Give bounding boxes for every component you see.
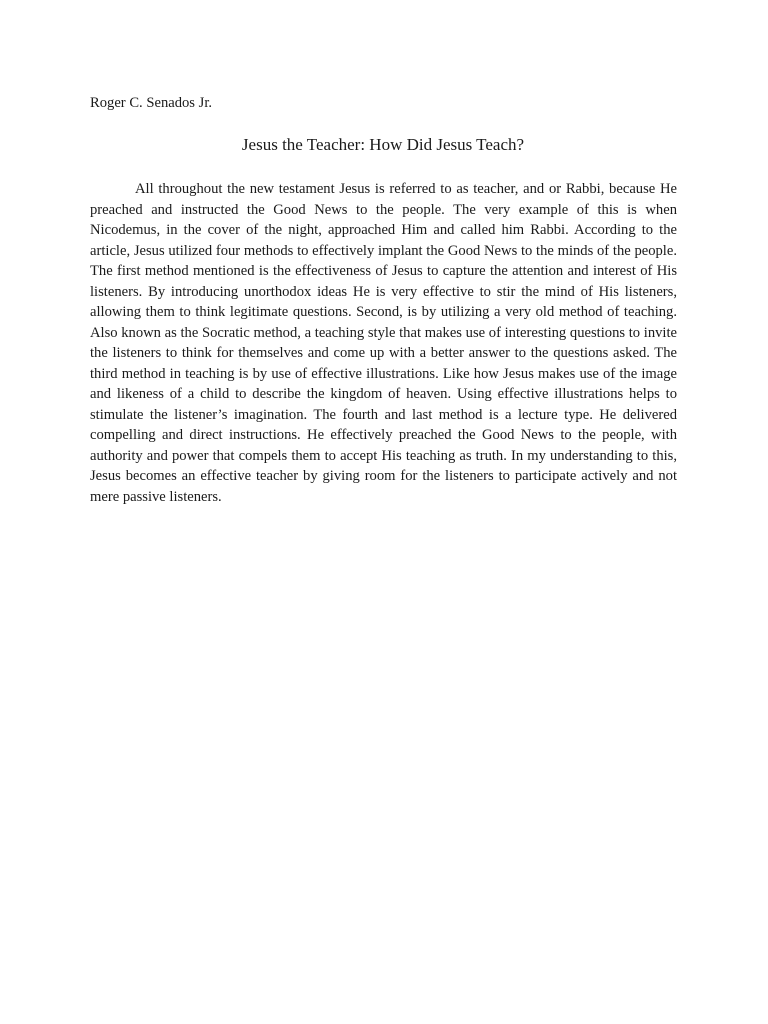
document-title: Jesus the Teacher: How Did Jesus Teach?: [241, 135, 525, 154]
author-name: Roger C. Senados Jr.: [90, 95, 213, 111]
body-paragraph: All throughout the new testament Jesus is referred to as teacher, and or Rabbi, because He preached and instructed the Good News to the people. The very example of this is when Nicodemus, in the cover of the night, approached Him and called him Rabbi. According to the article, Jesus utilized four methods to effectively implant the Good News to the minds of the people. The first method mentioned is the effectiveness of Jesus to capture the attention and interest of His listeners. By introducing unorthodox ideas He is very effective to stir the mind of His listeners, allowing them to think legitimate questions. Second, is by utilizing a very old method of teaching. Also known as the Socratic method, a teaching style that makes use of interesting questions to invite the listeners to think for themselves and come up with a better answer to the questions asked. The third method in teaching is by use of effective illustrations. Like how Jesus makes use of the image and likeness of a child to describe the kingdom of heaven. Using effective illustrations helps to stimulate the listener’s imagination. The fourth and last method is a lecture type. He delivered compelling and direct instructions. He effectively preached the Good News to the people, with authority and power that compels them to accept His teaching as truth. In my understanding to this, Jesus becomes an effective teacher by giving room for the listeners to participate actively and not mere passive listeners.: [90, 181, 677, 505]
